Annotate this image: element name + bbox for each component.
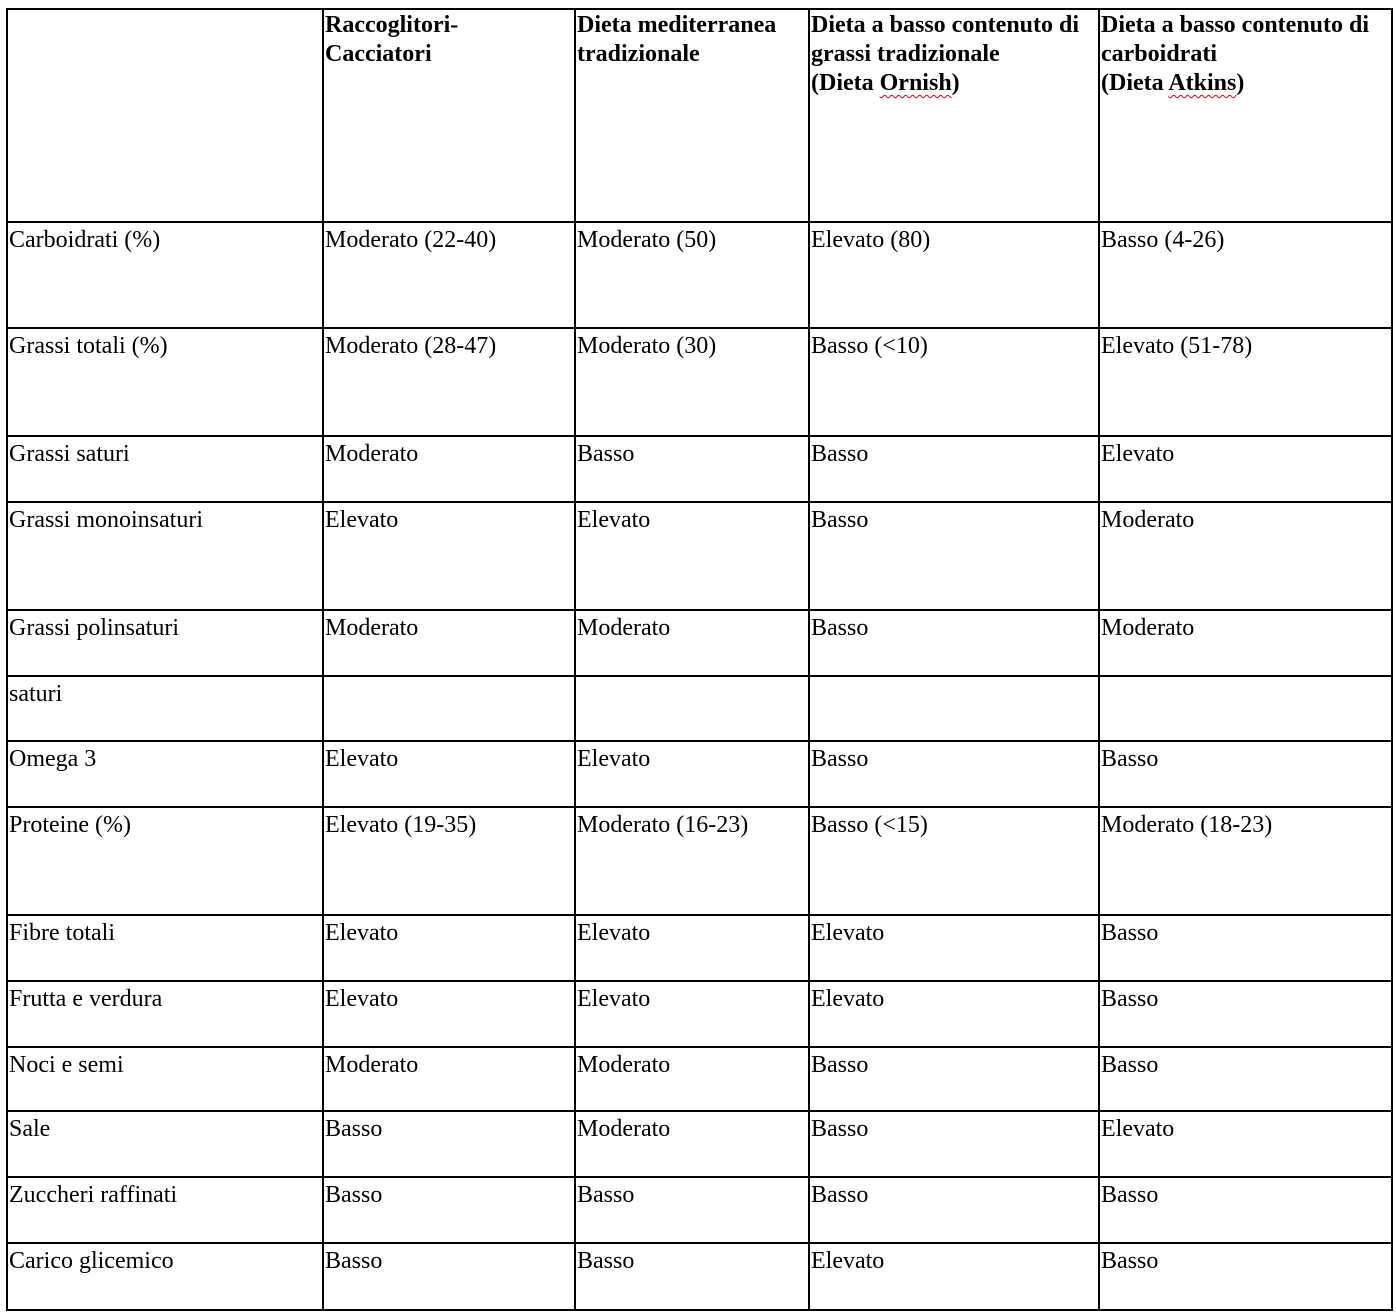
table-cell: Basso (<10) xyxy=(809,328,1099,436)
table-cell: Basso xyxy=(1099,981,1392,1047)
row-label-cell: Grassi saturi xyxy=(7,436,323,502)
table-body xyxy=(7,222,1392,1310)
row-label-cell: Zuccheri raffinati xyxy=(7,1177,323,1243)
table-cell: Elevato (80) xyxy=(809,222,1099,328)
row-label-cell: Proteine (%) xyxy=(7,807,323,915)
header-cell-atkins-diet xyxy=(1099,9,1392,222)
spellcheck-underlined-word: Ornish xyxy=(879,70,952,96)
table-cell: Moderato (28-47) xyxy=(323,328,575,436)
table-cell: Basso xyxy=(809,1047,1099,1111)
table-cell: Basso xyxy=(809,1111,1099,1177)
table-cell: Elevato xyxy=(575,741,809,807)
table-cell: Elevato xyxy=(323,741,575,807)
table-row xyxy=(7,222,1392,328)
table-row xyxy=(7,436,1392,502)
table-cell: Basso xyxy=(323,1111,575,1177)
table-cell: Moderato xyxy=(323,1047,575,1111)
header-cell-empty xyxy=(7,9,323,222)
table-cell: Moderato xyxy=(575,1111,809,1177)
row-label-cell: Omega 3 xyxy=(7,741,323,807)
table-cell: Basso xyxy=(809,741,1099,807)
table-row xyxy=(7,1111,1392,1177)
header-paren: (Dieta Atkins) xyxy=(1101,70,1245,96)
table-cell: Moderato xyxy=(1099,502,1392,610)
row-label-cell: Grassi monoinsaturi xyxy=(7,502,323,610)
header-paren: (Dieta Ornish) xyxy=(811,70,960,96)
table-cell: Elevato xyxy=(1099,436,1392,502)
diet-comparison-table xyxy=(6,8,1393,1311)
header-cell-ornish-diet xyxy=(809,9,1099,222)
table-row xyxy=(7,676,1392,741)
table-cell: Basso (<15) xyxy=(809,807,1099,915)
table-cell: Basso xyxy=(1099,1243,1392,1310)
row-label-cell: Noci e semi xyxy=(7,1047,323,1111)
table-cell: Elevato xyxy=(575,981,809,1047)
header-line: Cacciatori xyxy=(325,41,432,67)
table-cell: Moderato xyxy=(323,436,575,502)
table-cell: Basso xyxy=(1099,1047,1392,1111)
table-cell: Basso xyxy=(323,1177,575,1243)
spellcheck-underlined-word: Atkins xyxy=(1168,70,1237,96)
row-label-cell: Fibre totali xyxy=(7,915,323,981)
table-cell: Elevato xyxy=(575,502,809,610)
table-row xyxy=(7,741,1392,807)
table-cell: Moderato (18-23) xyxy=(1099,807,1392,915)
table-row xyxy=(7,1177,1392,1243)
row-label-cell: Grassi polinsaturi xyxy=(7,610,323,676)
header-line: Dieta a basso contenuto di grassi tradizionale xyxy=(811,12,1080,67)
table-cell: Moderato xyxy=(575,1047,809,1111)
table-cell: Elevato xyxy=(323,981,575,1047)
table-cell xyxy=(575,676,809,741)
table-cell: Moderato (16-23) xyxy=(575,807,809,915)
table-row xyxy=(7,502,1392,610)
header-row xyxy=(7,9,1392,222)
table-cell: Basso xyxy=(575,1243,809,1310)
table-row xyxy=(7,610,1392,676)
table-cell: Elevato xyxy=(575,915,809,981)
table-cell: Moderato xyxy=(575,610,809,676)
table-cell xyxy=(323,676,575,741)
row-label-cell: Carico glicemico xyxy=(7,1243,323,1310)
table-cell: Elevato (51-78) xyxy=(1099,328,1392,436)
table-row xyxy=(7,1047,1392,1111)
table-row xyxy=(7,807,1392,915)
header-line: Raccoglitori- xyxy=(325,12,459,38)
table-cell: Basso xyxy=(809,502,1099,610)
table-cell: Moderato xyxy=(323,610,575,676)
table-cell: Moderato (22-40) xyxy=(323,222,575,328)
table-cell: Basso xyxy=(809,1177,1099,1243)
table-cell: Basso xyxy=(809,610,1099,676)
table-cell: Basso xyxy=(323,1243,575,1310)
table-cell: Moderato (30) xyxy=(575,328,809,436)
row-label-cell: Carboidrati (%) xyxy=(7,222,323,328)
row-label-cell: Sale xyxy=(7,1111,323,1177)
row-label-cell: Grassi totali (%) xyxy=(7,328,323,436)
table-cell: Basso xyxy=(575,1177,809,1243)
table-cell: Moderato xyxy=(1099,610,1392,676)
table-cell: Elevato xyxy=(809,981,1099,1047)
header-cell-hunter-gatherers xyxy=(323,9,575,222)
table-row xyxy=(7,1243,1392,1310)
table-row xyxy=(7,915,1392,981)
table-cell xyxy=(809,676,1099,741)
table-cell: Basso xyxy=(1099,915,1392,981)
header-line: Dieta a basso contenuto di carboidrati xyxy=(1101,12,1370,67)
table-cell: Basso xyxy=(1099,1177,1392,1243)
table-row xyxy=(7,981,1392,1047)
table-cell: Elevato xyxy=(1099,1111,1392,1177)
table-row xyxy=(7,328,1392,436)
header-cell-mediterranean-diet xyxy=(575,9,809,222)
table-cell: Elevato xyxy=(809,1243,1099,1310)
header-line: Dieta mediterranea tradizionale xyxy=(577,12,777,67)
table-cell: Elevato xyxy=(323,915,575,981)
table-cell: Elevato xyxy=(809,915,1099,981)
table-cell xyxy=(1099,676,1392,741)
row-label-cell: saturi xyxy=(7,676,323,741)
table-cell: Basso (4-26) xyxy=(1099,222,1392,328)
row-label-cell: Frutta e verdura xyxy=(7,981,323,1047)
table-cell: Basso xyxy=(809,436,1099,502)
table-cell: Elevato xyxy=(323,502,575,610)
table-cell: Moderato (50) xyxy=(575,222,809,328)
table-cell: Basso xyxy=(1099,741,1392,807)
table-cell: Basso xyxy=(575,436,809,502)
table-cell: Elevato (19-35) xyxy=(323,807,575,915)
